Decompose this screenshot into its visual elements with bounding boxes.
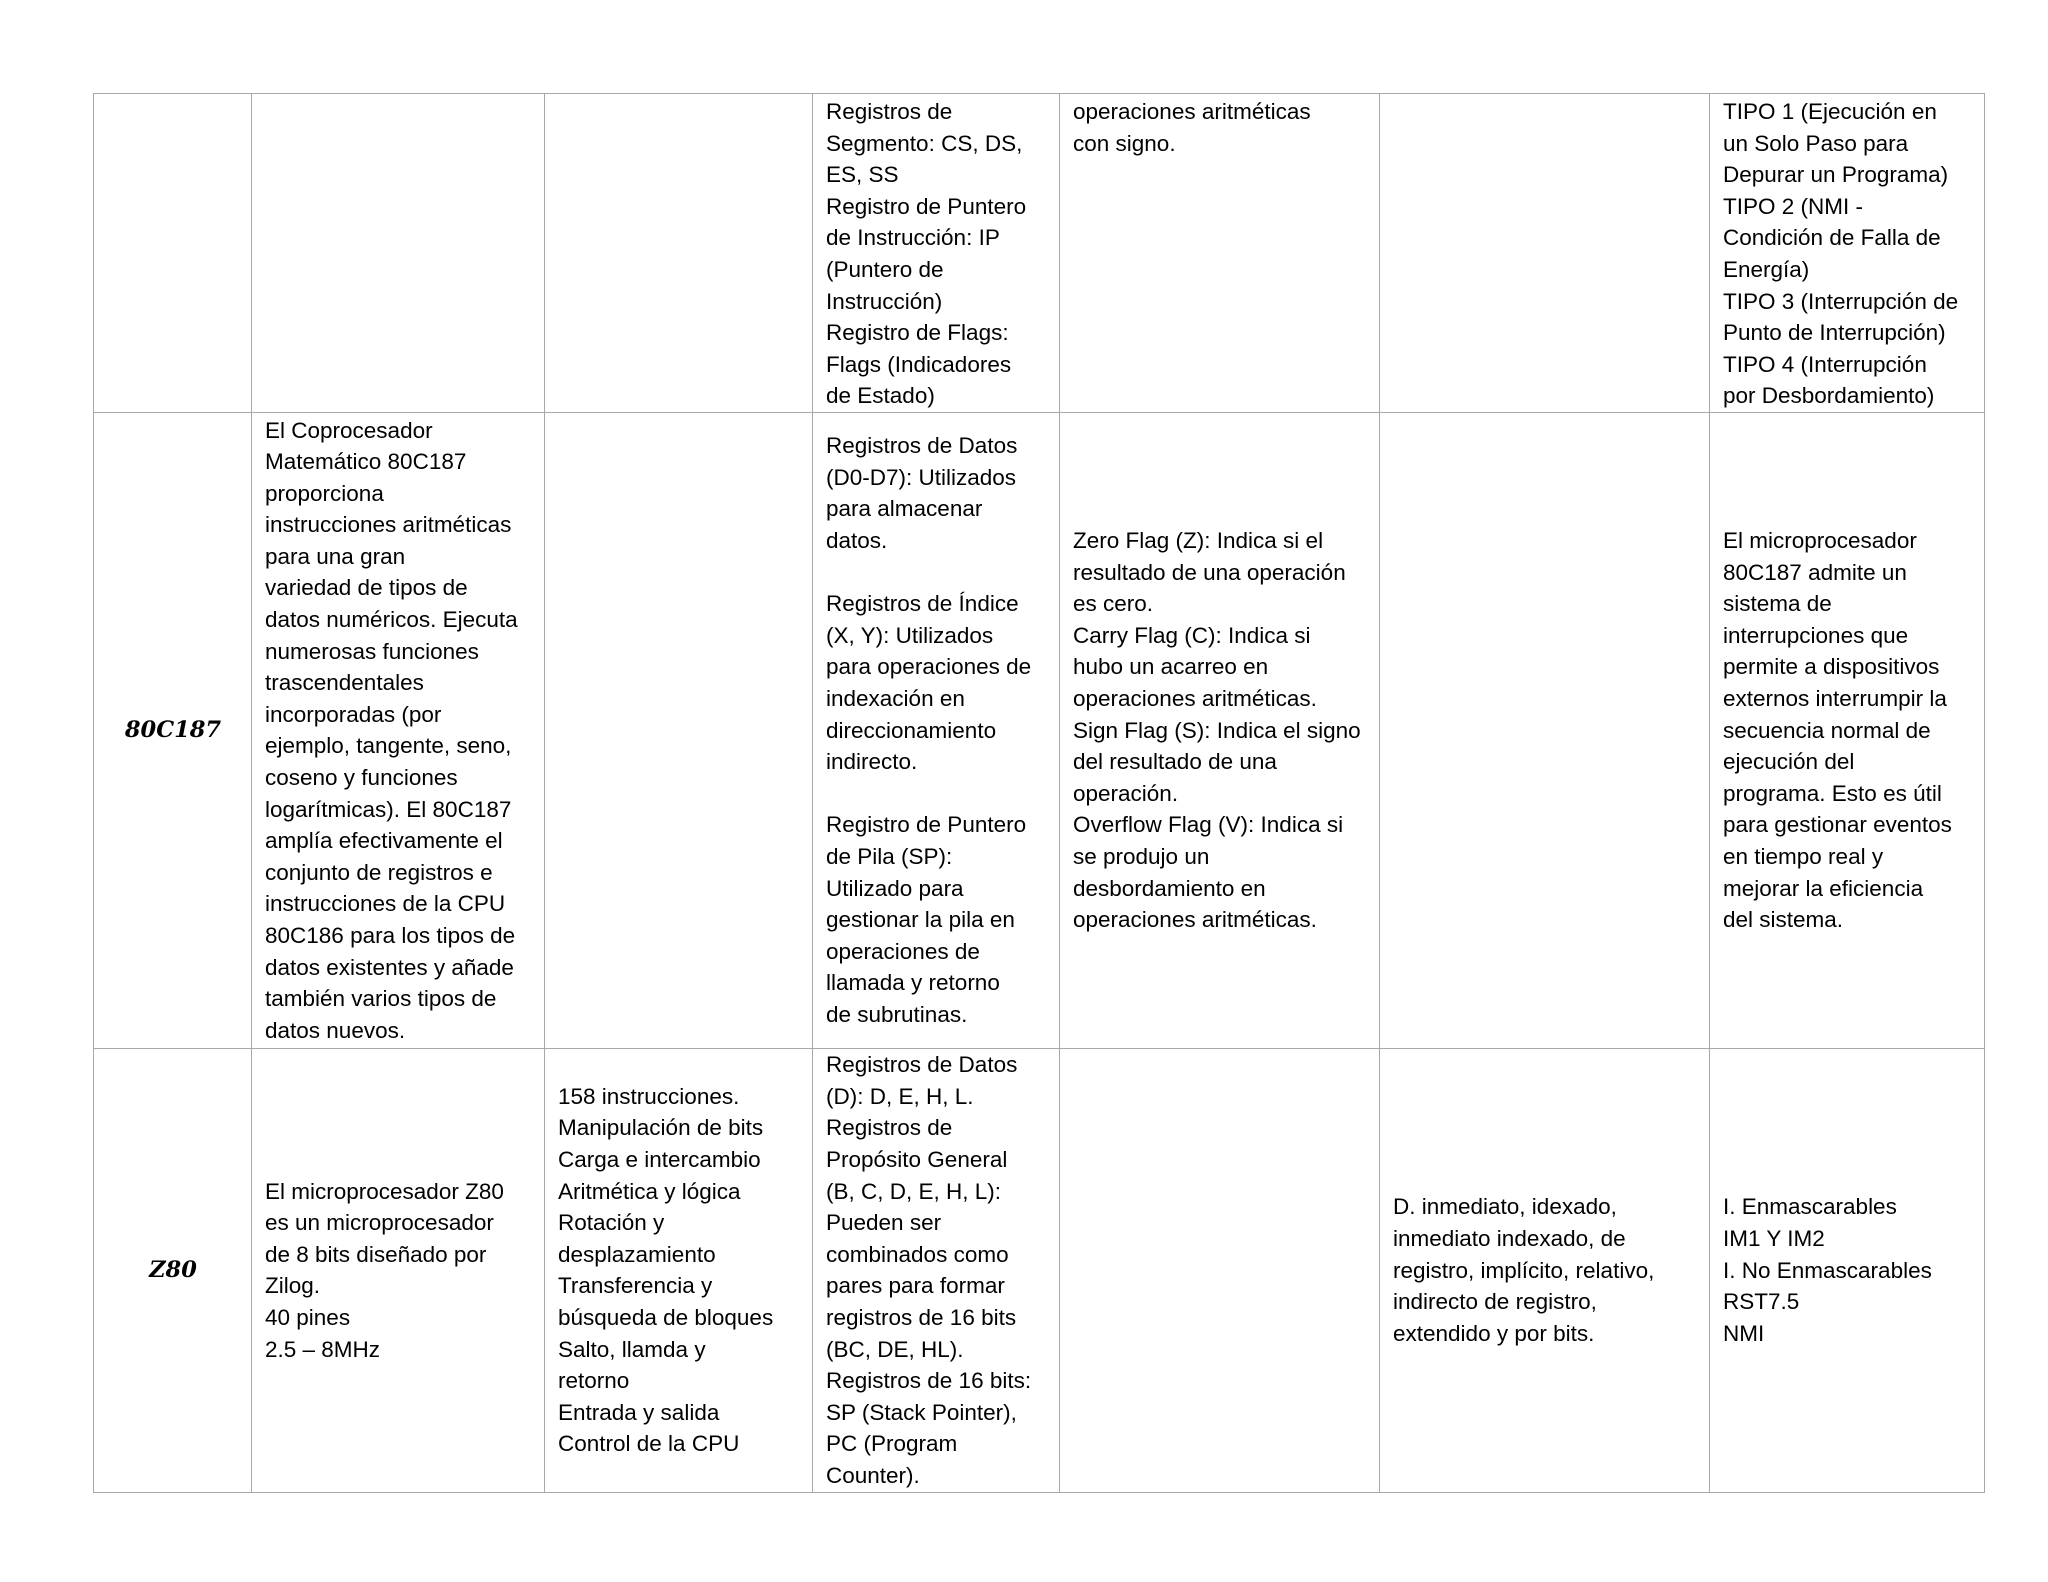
flags-cell [1060,1048,1380,1492]
processor-name-cell [94,94,252,413]
description-cell: El Coprocesador Matemático 80C187 proporciona instrucciones aritméticas para una gran variedad de tipos de datos numéricos. Ejecuta numerosas funciones trascendentales incorporadas (por ejemplo, tangente, seno, coseno y funciones logarítmicas). El 80C187 amplía efectivamente el conjunto de registros e instrucciones de la CPU 80C186 para los tipos de datos existentes y añade también varios tipos de datos nuevos. [252,412,545,1048]
registers-cell: Registros de Datos (D0-D7): Utilizados para almacenar datos. Registros de Índice (X, Y): Utilizados para operaciones de indexación en direccionamiento indirecto. Registro de Puntero de Pila (SP): Utilizado para gestionar la pila en operaciones de llamada y retorno de subrutinas. [813,412,1060,1048]
instructions-cell: 158 instrucciones. Manipulación de bits Carga e intercambio Aritmética y lógica Rotación y desplazamiento Transferencia y búsqueda de bloques Salto, llamda y retorno Entrada y salida Control de la CPU [545,1048,813,1492]
addressing-cell [1380,94,1710,413]
flags-cell: operaciones aritméticas con signo. [1060,94,1380,413]
addressing-cell: D. inmediato, idexado, inmediato indexado, de registro, implícito, relativo, indirecto de registro, extendido y por bits. [1380,1048,1710,1492]
registers-cell: Registros de Datos (D): D, E, H, L. Registros de Propósito General (B, C, D, E, H, L): Pueden ser combinados como pares para formar registros de 16 bits (BC, DE, HL). Registros de 16 bits: SP (Stack Pointer), PC (Program Counter). [813,1048,1060,1492]
instructions-cell [545,412,813,1048]
description-cell [252,94,545,413]
processor-name-cell: Z80 [94,1048,252,1492]
flags-cell: Zero Flag (Z): Indica si el resultado de una operación es cero. Carry Flag (C): Indica si hubo un acarreo en operaciones aritméticas. Sign Flag (S): Indica el signo del resultado de una operación. Overflow Flag (V): Indica si se produjo un desbordamiento en operaciones aritméticas. [1060,412,1380,1048]
processor-name-cell: 80C187 [94,412,252,1048]
processor-comparison-table [93,93,1985,1493]
table-row [94,412,1985,1048]
interrupts-cell: El microprocesador 80C187 admite un sistema de interrupciones que permite a dispositivos externos interrumpir la secuencia normal de ejecución del programa. Esto es útil para gestionar eventos en tiempo real y mejorar la eficiencia del sistema. [1710,412,1985,1048]
description-cell: El microprocesador Z80 es un microprocesador de 8 bits diseñado por Zilog. 40 pines 2.5 – 8MHz [252,1048,545,1492]
registers-cell: Registros de Segmento: CS, DS, ES, SS Registro de Puntero de Instrucción: IP (Puntero de Instrucción) Registro de Flags: Flags (Indicadores de Estado) [813,94,1060,413]
table-row [94,94,1985,413]
instructions-cell [545,94,813,413]
table-row [94,1048,1985,1492]
interrupts-cell: I. Enmascarables IM1 Y IM2 I. No Enmascarables RST7.5 NMI [1710,1048,1985,1492]
addressing-cell [1380,412,1710,1048]
interrupts-cell: TIPO 1 (Ejecución en un Solo Paso para Depurar un Programa) TIPO 2 (NMI - Condición de Falla de Energía) TIPO 3 (Interrupción de Punto de Interrupción) TIPO 4 (Interrupción por Desbordamiento) [1710,94,1985,413]
